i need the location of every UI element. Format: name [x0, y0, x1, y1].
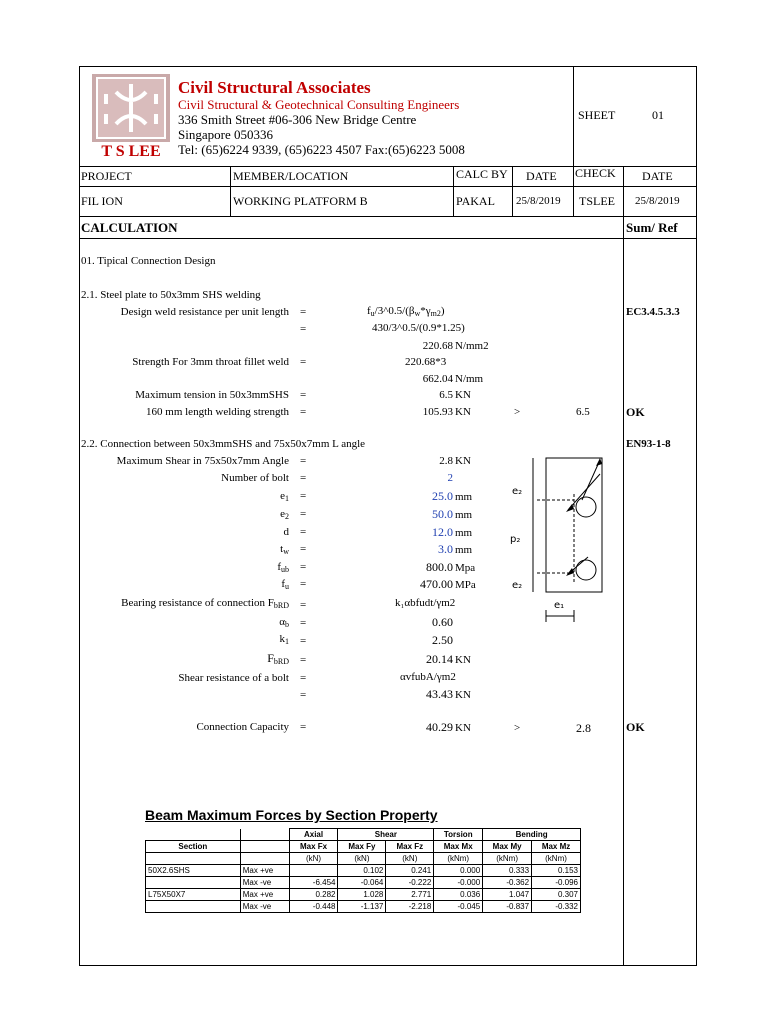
equals-sign: = — [300, 306, 307, 318]
project-label: PROJECT — [81, 169, 132, 183]
unit-label: (kNm) — [483, 853, 532, 865]
equals-sign: = — [300, 672, 307, 684]
alpha-value: 0.60 — [432, 615, 453, 629]
table-row — [146, 877, 581, 889]
param-unit: KN — [455, 455, 471, 467]
value-cell: -1.137 — [338, 901, 386, 913]
value-cell: 0.000 — [434, 865, 483, 877]
equals-sign: = — [300, 508, 307, 520]
project-value: FIL ION — [81, 194, 123, 208]
fillet-strength-label: Strength For 3mm throat fillet weld — [132, 356, 289, 368]
param-label: Maximum Shear in 75x50x7mm Angle — [116, 455, 289, 467]
subsection-title: 2.2. Connection between 50x3mmSHS and 75x50x7mm L angle — [81, 438, 366, 450]
ref-heading: Sum/ Ref — [626, 220, 678, 235]
section-cell — [146, 877, 241, 889]
beam-forces-table — [145, 828, 581, 913]
fillet-strength-value: 662.04 — [422, 373, 453, 385]
value-cell: 2.771 — [386, 889, 434, 901]
check-value: TSLEE — [579, 194, 615, 208]
max-tension-unit: KN — [455, 389, 471, 401]
value-cell: 0.036 — [434, 889, 483, 901]
value-cell: -6.454 — [289, 877, 338, 889]
case-cell: Max +ve — [240, 889, 289, 901]
divider — [79, 186, 697, 187]
subsection-title: 2.1. Steel plate to 50x3mm SHS welding — [81, 289, 261, 301]
param-label: $f_u$ — [281, 578, 289, 591]
member-label: MEMBER/LOCATION — [233, 169, 349, 183]
param-label: $e_2$ — [280, 508, 289, 521]
column-header: Max Fy — [338, 841, 386, 853]
bearing-label: Bearing resistance of connection $F_{bRD}$ — [121, 597, 289, 610]
section-title: 01. Tipical Connection Design — [81, 255, 216, 267]
param-label: d — [283, 526, 289, 538]
equals-sign: = — [300, 543, 307, 555]
logo-text: T S LEE — [101, 143, 161, 160]
divider — [573, 66, 574, 166]
equals-sign: = — [300, 406, 307, 418]
value-cell: -2.218 — [386, 901, 434, 913]
param-value: 2 — [447, 472, 453, 484]
diagram-e1-label: e₁ — [554, 600, 565, 611]
date2-value: 25/8/2019 — [635, 195, 680, 207]
member-value: WORKING PLATFORM B — [233, 194, 368, 208]
group-shear: Shear — [338, 829, 434, 841]
param-unit: Mpa — [455, 562, 476, 574]
equals-sign: = — [300, 356, 307, 368]
equals-sign: = — [300, 389, 307, 401]
case-cell: Max -ve — [240, 901, 289, 913]
value-cell: 1.028 — [338, 889, 386, 901]
connection-capacity-label: Connection Capacity — [196, 721, 289, 733]
value-cell: -0.222 — [386, 877, 434, 889]
unit-label: (kN) — [386, 853, 434, 865]
calculation-heading: CALCULATION — [81, 220, 178, 235]
param-value: 2.8 — [439, 455, 453, 467]
check-label: CHECK — [575, 166, 616, 180]
section-cell — [146, 901, 241, 913]
fbrd-unit: KN — [455, 654, 471, 666]
fillet-strength-unit: N/mm — [455, 373, 484, 385]
column-header: Max Fz — [386, 841, 434, 853]
value-cell: 0.241 — [386, 865, 434, 877]
param-value: 3.0 — [438, 542, 453, 556]
equals-sign: = — [300, 617, 307, 629]
equals-sign: = — [300, 490, 307, 502]
param-value: 50.0 — [432, 507, 453, 521]
case-cell: Max +ve — [240, 865, 289, 877]
company-subtitle: Civil Structural & Geotechnical Consulting Engineers — [178, 97, 460, 112]
welding-strength-value: 105.93 — [422, 406, 453, 418]
welding-strength-unit: KN — [455, 406, 471, 418]
contact-line: Tel: (65)6224 9339, (65)6223 4507 Fax:(65)6223 5008 — [178, 142, 465, 157]
equals-sign: = — [300, 323, 307, 335]
connection-capacity-unit: KN — [455, 722, 471, 734]
value-cell: -0.000 — [434, 877, 483, 889]
value-cell: -0.045 — [434, 901, 483, 913]
value-cell: -0.332 — [532, 901, 581, 913]
check-ok: OK — [626, 720, 645, 734]
bearing-formula: k₁αbfudt/γm2 — [395, 597, 456, 609]
column-header: Max Fx — [289, 841, 338, 853]
welding-strength-label: 160 mm length welding strength — [146, 406, 289, 418]
value-cell: 0.153 — [532, 865, 581, 877]
company-name: Civil Structural Associates — [178, 78, 371, 97]
equals-sign: = — [300, 561, 307, 573]
divider — [453, 166, 454, 216]
alpha-label: $\alpha_b$ — [279, 616, 289, 629]
divider — [79, 216, 697, 217]
param-label: Number of bolt — [221, 472, 289, 484]
column-header: Max My — [483, 841, 532, 853]
equals-sign: = — [300, 599, 307, 611]
param-unit: mm — [455, 544, 473, 556]
value-cell: -0.448 — [289, 901, 338, 913]
equals-sign: = — [300, 635, 307, 647]
unit-label: (kNm) — [532, 853, 581, 865]
company-logo — [92, 74, 170, 160]
value-cell: 1.047 — [483, 889, 532, 901]
table-row — [146, 865, 581, 877]
value-cell — [289, 865, 338, 877]
column-header: Section — [146, 841, 241, 853]
code-reference: EN93-1-8 — [626, 438, 671, 450]
equals-sign: = — [300, 721, 307, 733]
greater-than: > — [514, 406, 521, 418]
param-value: 25.0 — [432, 489, 453, 503]
param-unit: mm — [455, 491, 473, 503]
shear-value: 43.43 — [426, 687, 453, 701]
param-unit: MPa — [455, 579, 476, 591]
fillet-strength-formula: 220.68*3 — [405, 356, 447, 368]
divider — [512, 166, 513, 216]
group-bending: Bending — [483, 829, 581, 841]
calcby-label: CALC BY — [456, 167, 508, 181]
diagram-p2-label: p₂ — [510, 534, 521, 545]
fbrd-value: 20.14 — [426, 652, 453, 666]
value-cell: -0.096 — [532, 877, 581, 889]
code-reference: EC3.4.5.3.3 — [626, 306, 680, 318]
param-unit: mm — [455, 509, 473, 521]
equals-sign: = — [300, 689, 307, 701]
section-cell: L75X50X7 — [146, 889, 241, 901]
sheet-label: SHEET — [578, 108, 616, 122]
unit-label: (kN) — [289, 853, 338, 865]
divider — [230, 166, 231, 216]
param-value: 800.0 — [426, 560, 453, 574]
section-cell: 50X2.6SHS — [146, 865, 241, 877]
shear-formula: αvfubA/γm2 — [400, 671, 456, 683]
divider — [623, 166, 624, 966]
param-label: $t_w$ — [280, 543, 289, 556]
weld-resistance-value: 220.68 — [422, 340, 453, 352]
group-torsion: Torsion — [434, 829, 483, 841]
shear-resistance-label: Shear resistance of a bolt — [178, 672, 289, 684]
calcby-value: PAKAL — [456, 194, 495, 208]
max-tension-label: Maximum tension in 50x3mmSHS — [135, 389, 289, 401]
date-value: 25/8/2019 — [516, 195, 561, 207]
greater-than: > — [514, 722, 521, 734]
weld-resistance-label: Design weld resistance per unit length — [120, 306, 289, 318]
max-tension-value: 6.5 — [439, 389, 453, 401]
value-cell: -0.064 — [338, 877, 386, 889]
divider — [79, 238, 697, 239]
value-cell: 0.307 — [532, 889, 581, 901]
fbrd-label: $F_{bRD}$ — [267, 651, 289, 666]
equals-sign: = — [300, 472, 307, 484]
forces-title: Beam Maximum Forces by Section Property — [145, 807, 438, 823]
address-line-1: 336 Smith Street #06-306 New Bridge Centre — [178, 112, 417, 127]
equals-sign: = — [300, 526, 307, 538]
param-value: 12.0 — [432, 525, 453, 539]
param-value: 470.00 — [420, 577, 453, 591]
shear-unit: KN — [455, 689, 471, 701]
equals-sign: = — [300, 578, 307, 590]
weld-formula-numeric: 430/3^0.5/(0.9*1.25) — [372, 322, 465, 334]
param-label: $e_1$ — [280, 490, 289, 503]
column-header: Max Mx — [434, 841, 483, 853]
table-row — [146, 889, 581, 901]
case-cell: Max -ve — [240, 877, 289, 889]
unit-label: (kN) — [338, 853, 386, 865]
value-cell: -0.362 — [483, 877, 532, 889]
k1-label: $k_1$ — [279, 633, 289, 646]
divider — [573, 166, 574, 216]
value-cell: 0.333 — [483, 865, 532, 877]
value-cell: 0.102 — [338, 865, 386, 877]
k1-value: 2.50 — [432, 633, 453, 647]
date2-label: DATE — [642, 169, 673, 183]
table-row — [146, 901, 581, 913]
param-unit: mm — [455, 527, 473, 539]
check-ok: OK — [626, 405, 645, 419]
weld-formula: $f_u/3\^{}0.5/(\beta_w*\gamma_{m2})$ — [367, 305, 445, 318]
connection-capacity-value: 40.29 — [426, 720, 453, 734]
compare-value: 6.5 — [576, 406, 590, 418]
group-axial: Axial — [289, 829, 338, 841]
compare-value: 2.8 — [576, 721, 591, 735]
date-label: DATE — [526, 169, 557, 183]
unit-label: (kNm) — [434, 853, 483, 865]
param-label: $f_{ub}$ — [277, 561, 289, 574]
diagram-e2-label: e₂ — [512, 580, 523, 591]
equals-sign: = — [300, 455, 307, 467]
equals-sign: = — [300, 654, 307, 666]
value-cell: 0.282 — [289, 889, 338, 901]
column-header: Max Mz — [532, 841, 581, 853]
weld-resistance-unit: N/mm2 — [455, 340, 489, 352]
sheet-number: 01 — [652, 108, 664, 122]
diagram-e2-label: e₂ — [512, 486, 523, 497]
address-line-2: Singapore 050336 — [178, 127, 273, 142]
bolt-layout-diagram — [510, 452, 620, 630]
value-cell: -0.837 — [483, 901, 532, 913]
